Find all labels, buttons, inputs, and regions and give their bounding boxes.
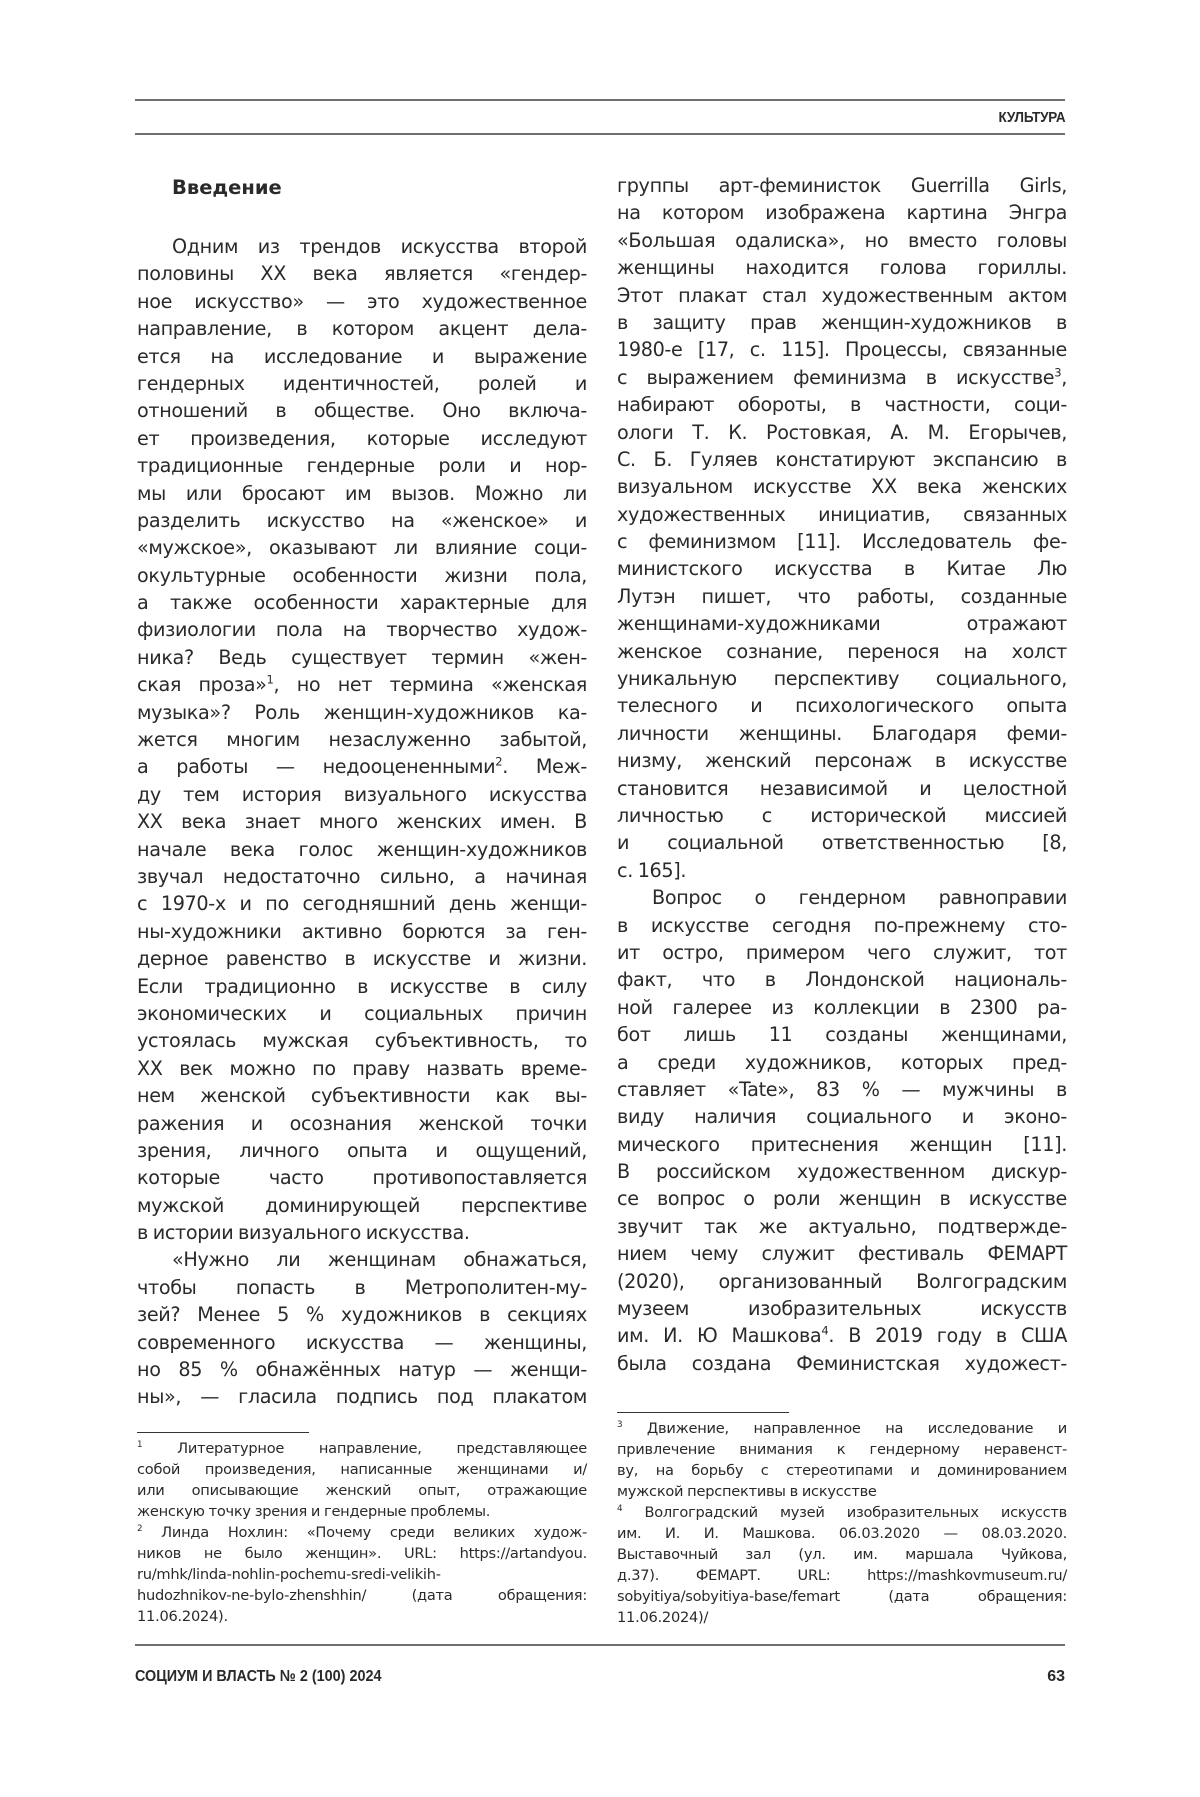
text-line: XX век можно по праву назвать време- <box>137 1056 587 1080</box>
text-line: но 85 % обнажённых натур — женщи- <box>137 1358 587 1382</box>
text-line: мического притеснения женщин [11]. <box>617 1132 1067 1156</box>
text-line: становится независимой и целостной <box>617 776 1067 800</box>
text-line: с. 165]. <box>617 858 687 882</box>
footnote-marker: 3 <box>617 1420 623 1431</box>
footnote-line: д.37). ФЕМАРТ. URL: https://mashkovmuseum.ru/ <box>617 1567 1067 1584</box>
text-line: разделить искусство на «женское» и <box>137 508 587 532</box>
text-line: ит остро, примером чего служит, тот <box>617 940 1067 964</box>
text-line: традиционные гендерные роли и нор- <box>137 454 587 478</box>
text-line: чтобы попасть в Метрополитен-му- <box>137 1275 587 1299</box>
footnote-line: 11.06.2024). <box>137 1608 228 1625</box>
text-line: ной галерее из коллекции в 2300 ра- <box>617 995 1067 1019</box>
text-line: в защиту прав женщин-художников в <box>617 310 1067 334</box>
text-line: ны-художники активно борются за ген- <box>137 919 587 943</box>
footnote-marker: 4 <box>617 1504 623 1515</box>
header-bottom-rule <box>135 133 1065 135</box>
text-line: современного искусства — женщины, <box>137 1330 587 1354</box>
text-line: Одним из трендов искусства второй <box>172 235 587 258</box>
text-line: женское сознание, перенося на холст <box>617 639 1067 663</box>
text-line: бот лишь 11 созданы женщинами, <box>617 1023 1067 1047</box>
text-line: ставляет «Tate», 83 % — мужчины в <box>617 1077 1067 1101</box>
text-line: ется на исследование и выражение <box>137 344 587 368</box>
text-line: а также особенности характерные для <box>137 591 587 615</box>
footnote-line: 11.06.2024)/ <box>617 1609 709 1626</box>
footnote-line: $^3$ Движение, направленное на исследование и <box>617 1420 1067 1437</box>
footnote-line: собой произведения, написанные женщинами и/ <box>137 1461 587 1478</box>
text-line: В российском художественном дискур- <box>617 1160 1067 1184</box>
section-title: КУЛЬТУРА <box>997 109 1065 126</box>
footnote-line: $^2$ Линда Нохлин: «Почему среди великих худож- <box>137 1524 587 1541</box>
text-line: се вопрос о роли женщин в искусстве <box>617 1187 1067 1211</box>
text-line: визуальном искусстве XX века женских <box>617 475 1067 499</box>
text-line: телесного и психологического опыта <box>617 694 1067 718</box>
text-line: ду тем история визуального искусства <box>137 782 587 806</box>
text-line: 1980-е [17, с. 115]. Процессы, связанные <box>617 338 1067 362</box>
footnote-line: $^1$ Литературное направление, представляющее <box>137 1440 587 1457</box>
text-line: на котором изображена картина Энгра <box>617 201 1067 225</box>
footnote-line: ru/mhk/linda-nohlin-pochemu-sredi-velikih- <box>137 1566 441 1583</box>
text-line: ны», — гласила подпись под плакатом <box>137 1385 587 1409</box>
text-line: низму, женский персонаж в искусстве <box>617 749 1067 773</box>
footnote-reference[interactable]: 1 <box>266 672 274 687</box>
text-line: ологи Т. К. Ростовкая, А. М. Егорычев, <box>617 420 1067 444</box>
text-line: а работы — недооцененными$^2$. Меж- <box>137 755 587 779</box>
text-line: окультурные особенности жизни пола, <box>137 563 587 587</box>
text-line: а среди художников, которых пред- <box>617 1050 1067 1074</box>
footnote-line: $^4$ Волгоградский музей изобразительных искусств <box>617 1504 1067 1521</box>
text-line: XX века знает много женских имен. В <box>137 810 587 834</box>
left-column <box>137 233 587 1411</box>
footnote-reference[interactable]: 2 <box>495 755 503 770</box>
text-line: гендерных идентичностей, ролей и <box>137 371 587 395</box>
text-line: направление, в котором акцент дела- <box>137 317 587 341</box>
text-line: художественных инициатив, связанных <box>617 502 1067 526</box>
journal-issue: СОЦИУМ И ВЛАСТЬ № 2 (100) 2024 <box>135 1668 382 1685</box>
text-line: Лутэн пишет, что работы, созданные <box>617 584 1067 608</box>
footnote-line: ву, на борьбу с стереотипами и доминированием <box>617 1462 1067 1479</box>
text-line: личности женщины. Благодаря феми- <box>617 721 1067 745</box>
text-line: музеем изобразительных искусств <box>617 1297 1067 1321</box>
text-line: мы или бросают им вызов. Можно ли <box>137 481 587 505</box>
text-line: звучит так же актуально, подтвержде- <box>617 1214 1067 1238</box>
text-line: с феминизмом [11]. Исследователь фе- <box>617 530 1067 554</box>
footnote-line: им. И. И. Машкова. 06.03.2020 — 08.03.2020. <box>617 1525 1067 1542</box>
text-line: зей? Менее 5 % художников в секциях <box>137 1303 587 1327</box>
text-line: звучал недостаточно сильно, а начиная <box>137 864 587 888</box>
text-line: которые часто противопоставляется <box>137 1166 587 1190</box>
footnote-line: Выставочный зал (ул. им. маршала Чуйкова, <box>617 1546 1067 1563</box>
text-line: уникальную перспективу социального, <box>617 667 1067 691</box>
text-line: начале века голос женщин-художников <box>137 837 587 861</box>
right-column <box>617 172 1067 1377</box>
text-line: набирают обороты, в частности, соци- <box>617 393 1067 417</box>
header-top-rule <box>135 99 1065 101</box>
text-line: дерное равенство в искусстве и жизни. <box>137 947 587 971</box>
text-line: ет произведения, которые исследуют <box>137 426 587 450</box>
text-line: жется многим незаслуженно забытой, <box>137 728 587 752</box>
text-line: виду наличия социального и эконо- <box>617 1105 1067 1129</box>
footer-rule <box>135 1644 1065 1646</box>
text-line: женщины находится голова гориллы. <box>617 256 1067 280</box>
text-line: нем женской субъективности как вы- <box>137 1084 587 1108</box>
text-line: ражения и осознания женской точки <box>137 1111 587 1135</box>
text-line: Вопрос о гендерном равноправии <box>652 886 1067 910</box>
footnote-line: sobyitiya/sobyitiya-base/femart (дата обращения: <box>617 1588 1067 1605</box>
footnote-reference[interactable]: 3 <box>1054 365 1062 380</box>
text-line: «Большая одалиска», но вместо головы <box>617 228 1067 252</box>
text-line: была создана Феминистская художест- <box>617 1351 1067 1375</box>
text-line: министского искусства в Китае Лю <box>617 557 1067 581</box>
footnote-marker: 1 <box>137 1440 143 1451</box>
text-line: женщинами-художниками отражают <box>617 612 1067 636</box>
text-line: половины XX века является «гендер- <box>137 262 587 286</box>
text-line: Если традиционно в искусстве в силу <box>137 974 587 998</box>
footnote-line: ников не было женщин». URL: https://artandyou. <box>137 1545 587 1562</box>
footnote-line: или описывающие женский опыт, отражающие <box>137 1482 587 1499</box>
footnotes-left <box>137 1438 587 1627</box>
text-line: личностью с исторической миссией <box>617 803 1067 827</box>
text-line: экономических и социальных причин <box>137 1001 587 1025</box>
text-line: ное искусство» — это художественное <box>137 289 587 313</box>
footnote-line: мужской перспективы в искусстве <box>617 1483 877 1500</box>
text-line: группы арт-феминисток Guerrilla Girls, <box>617 174 1067 197</box>
text-line: нием чему служит фестиваль ФЕМАРТ <box>617 1242 1067 1266</box>
article-heading: Введение <box>172 176 282 199</box>
text-line: музыка»? Роль женщин-художников ка- <box>137 700 587 724</box>
text-line: в искусстве сегодня по-прежнему сто- <box>617 913 1067 937</box>
text-line: с выражением феминизма в искусстве$^3$, <box>617 365 1067 389</box>
page-number: 63 <box>1047 1668 1065 1685</box>
text-line: в истории визуального искусства. <box>137 1221 470 1245</box>
text-line: мужской доминирующей перспективе <box>137 1193 587 1217</box>
text-line: факт, что в Лондонской националь- <box>617 968 1067 992</box>
text-line: «мужское», оказывают ли влияние соци- <box>137 536 587 560</box>
text-line: физиологии пола на творчество худож- <box>137 618 587 642</box>
footnote-reference[interactable]: 4 <box>821 1324 829 1339</box>
footnote-marker: 2 <box>137 1524 143 1535</box>
footnote-rule-right <box>617 1412 789 1413</box>
footnote-rule-left <box>137 1432 309 1433</box>
text-line: ника? Ведь существует термин «жен- <box>137 645 587 669</box>
text-line: С. Б. Гуляев констатируют экспансию в <box>617 447 1067 471</box>
text-line: зрения, личного опыта и ощущений, <box>137 1138 587 1162</box>
footnotes-right <box>617 1418 1067 1628</box>
text-line: устоялась мужская субъективность, то <box>137 1029 587 1053</box>
text-line: отношений в обществе. Оно включа- <box>137 399 587 423</box>
text-line: (2020), организованный Волгоградским <box>617 1269 1067 1293</box>
text-line: Этот плакат стал художественным актом <box>617 283 1067 307</box>
text-line: ская проза»$^1$, но нет термина «женская <box>137 672 587 697</box>
footnote-line: hudozhnikov-ne-bylo-zhenshhin/ (дата обращения: <box>137 1587 587 1604</box>
text-line: с 1970-х и по сегодняшний день женщи- <box>137 892 587 916</box>
footnote-line: привлечение внимания к гендерному неравенст- <box>617 1441 1067 1458</box>
text-line: «Нужно ли женщинам обнажаться, <box>172 1248 587 1272</box>
text-line: и социальной ответственностью [8, <box>617 831 1067 855</box>
footnote-line: женскую точку зрения и гендерные проблемы. <box>137 1503 491 1520</box>
text-line: им. И. Ю Машкова$^4$. В 2019 году в США <box>617 1324 1067 1348</box>
